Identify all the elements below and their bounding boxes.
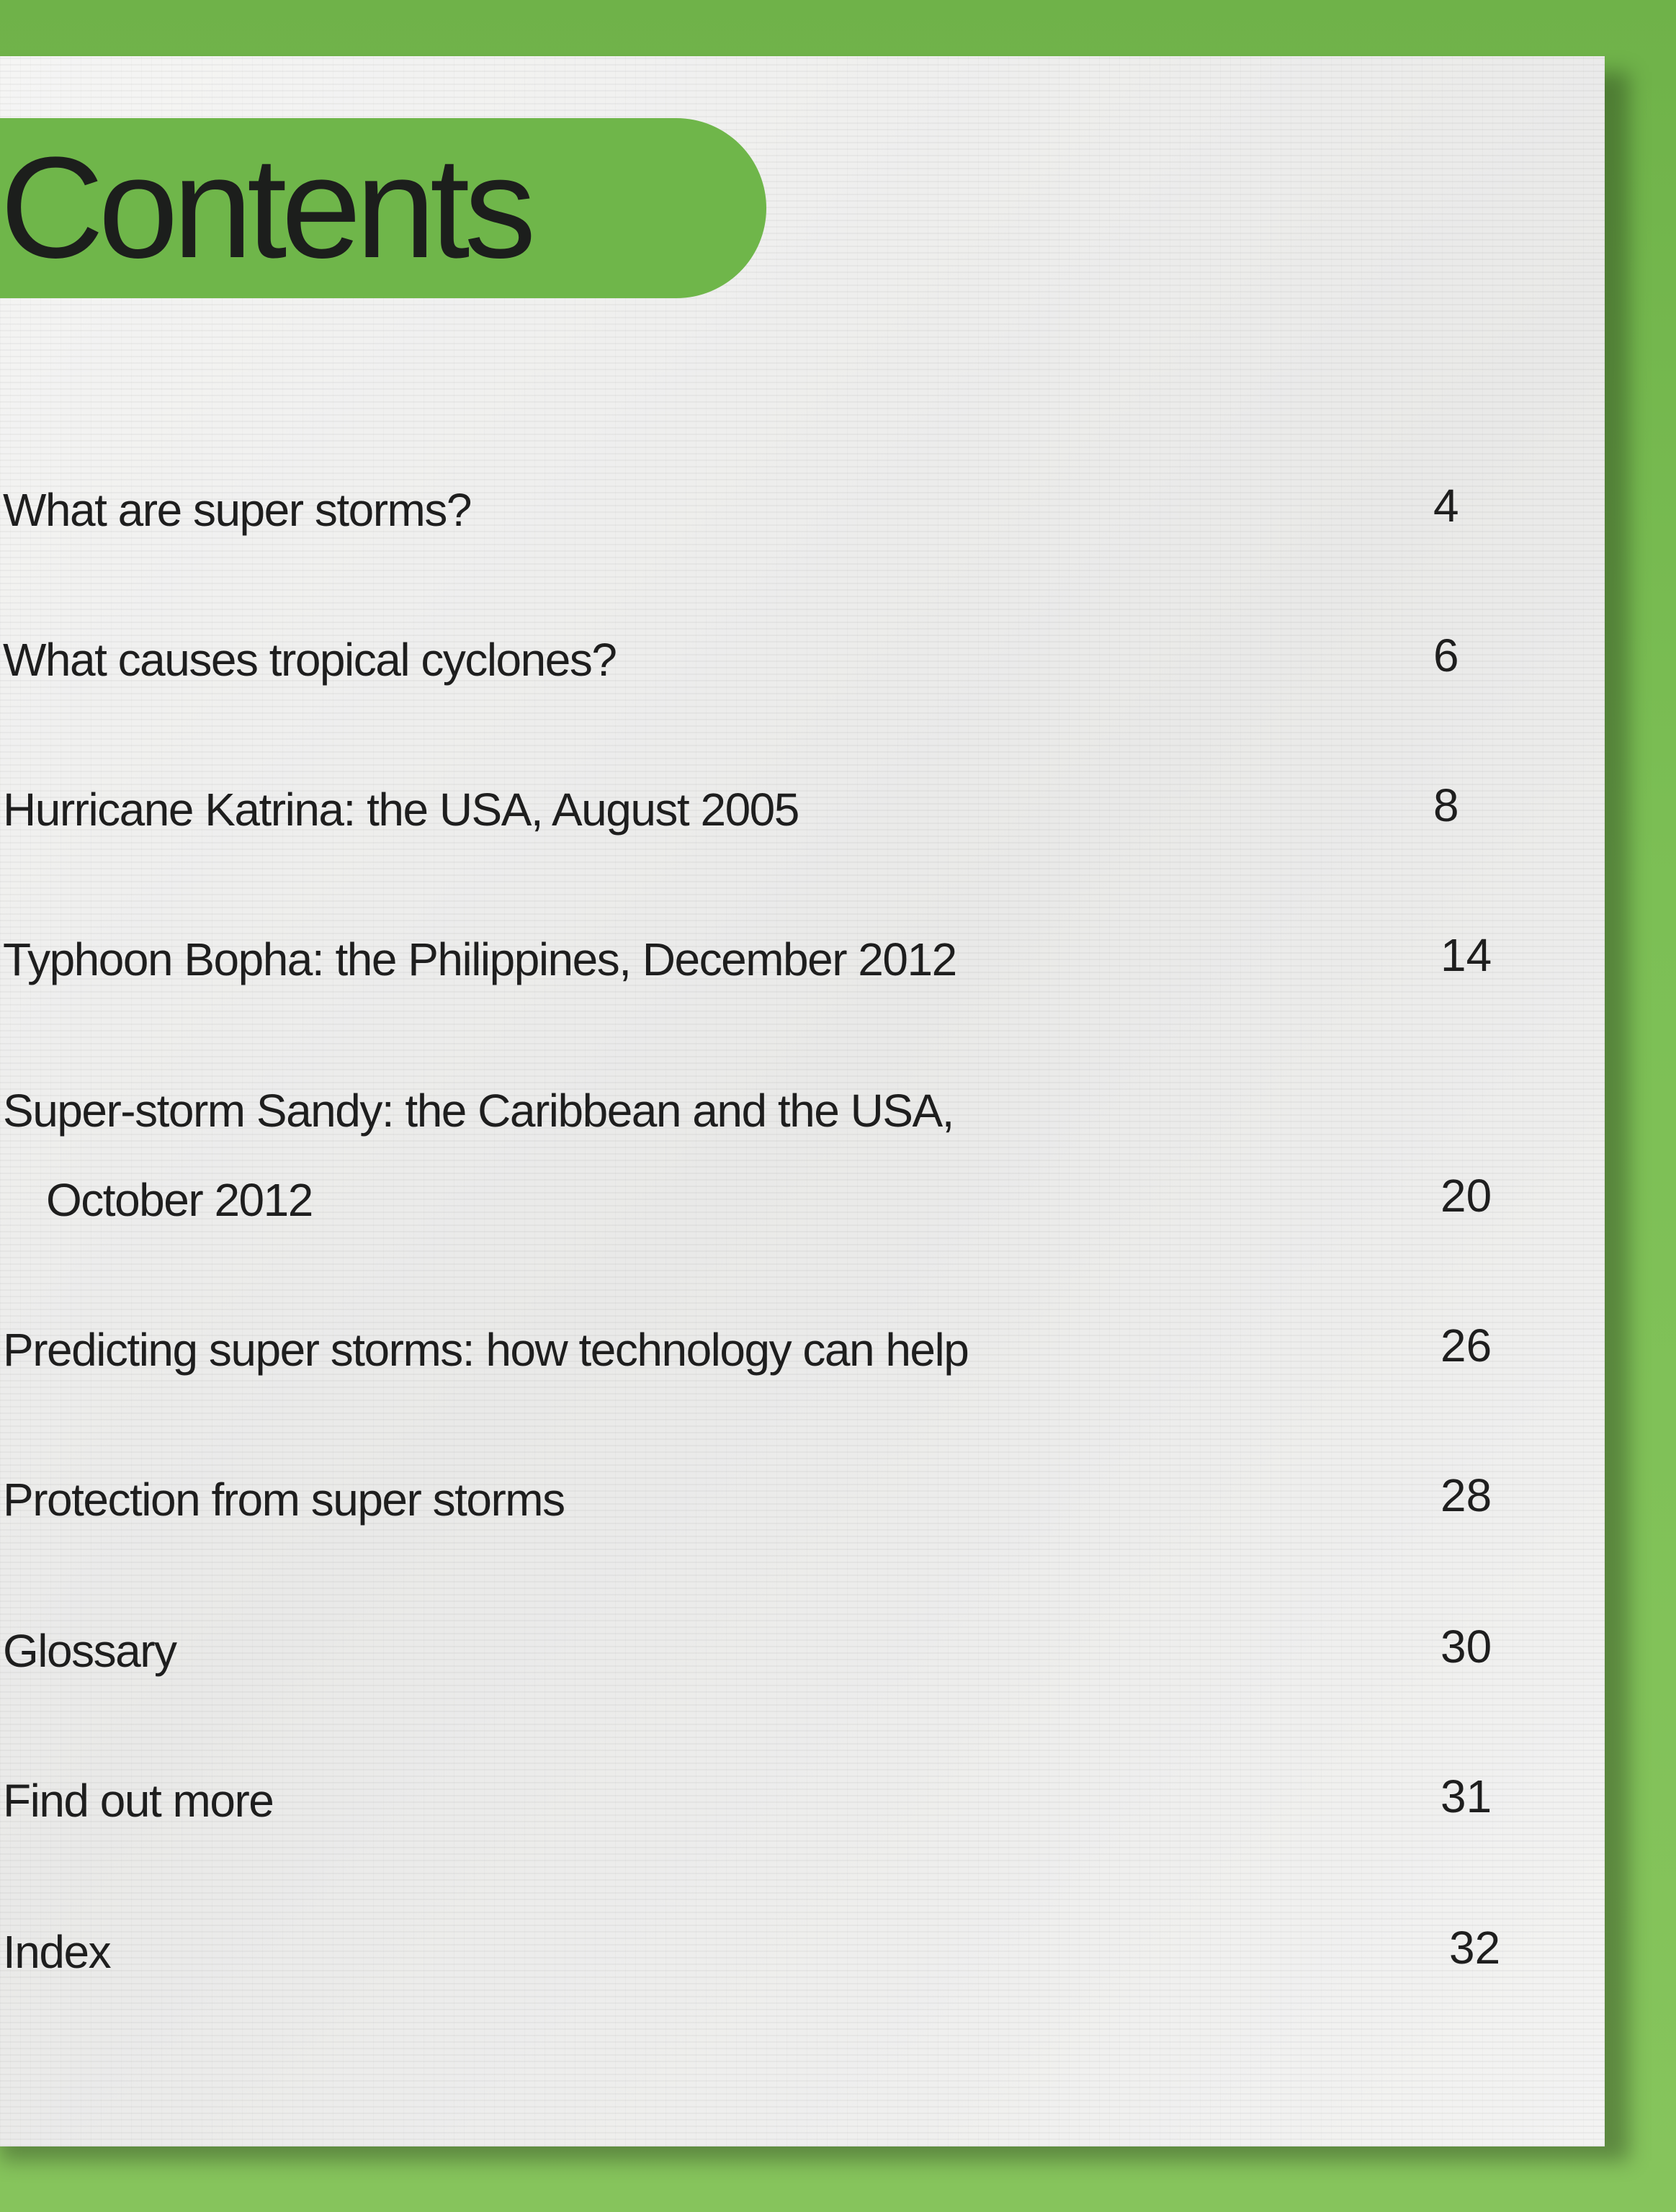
toc-entry-page[interactable]: 32 [1449, 1922, 1501, 1974]
toc-entry-title[interactable]: Glossary [3, 1625, 176, 1677]
toc-entry-page[interactable]: 8 [1433, 779, 1459, 831]
toc-entry-title[interactable]: Predicting super storms: how technology can help [3, 1324, 969, 1376]
toc-entry-page[interactable]: 31 [1440, 1770, 1492, 1822]
toc-entry-title[interactable]: What causes tropical cyclones? [3, 634, 617, 686]
toc-entry-page[interactable]: 20 [1440, 1170, 1492, 1222]
toc-entry-title[interactable]: What are super storms? [3, 484, 471, 536]
toc-entry-title[interactable]: Hurricane Katrina: the USA, August 2005 [3, 784, 799, 836]
toc-entry-title[interactable]: Find out more [3, 1775, 274, 1827]
toc-entry-title[interactable]: Typhoon Bopha: the Philippines, December 2012 [3, 933, 956, 985]
toc-entry-title-continued[interactable]: October 2012 [46, 1174, 313, 1226]
toc-entry-title[interactable]: Super-storm Sandy: the Caribbean and the USA, [3, 1085, 954, 1137]
toc-entry-page[interactable]: 28 [1440, 1469, 1492, 1521]
toc-entry-page[interactable]: 6 [1433, 630, 1459, 681]
page-title: Contents [0, 127, 531, 288]
toc-entry-title[interactable]: Index [3, 1926, 111, 1978]
toc-entry-page[interactable]: 26 [1440, 1320, 1492, 1371]
toc-entry-page[interactable]: 30 [1440, 1621, 1492, 1673]
toc-entry-page[interactable]: 4 [1433, 480, 1459, 532]
toc-entry-page[interactable]: 14 [1440, 929, 1492, 981]
toc-entry-title[interactable]: Protection from super storms [3, 1474, 565, 1526]
